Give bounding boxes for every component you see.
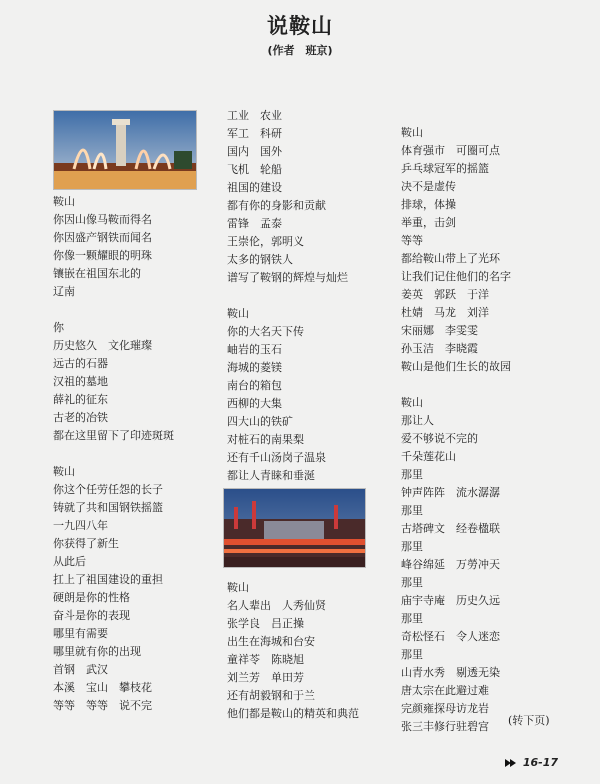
poem-line: 童祥苓 陈晓旭 bbox=[227, 653, 304, 666]
poem-line: 张学良 吕正操 bbox=[227, 617, 304, 630]
poem-line: 他们都是鞍山的精英和典范 bbox=[227, 707, 359, 720]
poem-line: 奋斗是你的表现 bbox=[53, 609, 130, 622]
poem-line: 岫岩的玉石 bbox=[227, 343, 282, 356]
poem-line: 太多的钢铁人 bbox=[227, 253, 293, 266]
poem-line: 让我们记住他们的名字 bbox=[401, 270, 511, 283]
page-number bbox=[505, 756, 558, 769]
poem-line: 宋丽娜 李雯雯 bbox=[401, 324, 478, 337]
poem-column-3 bbox=[401, 124, 511, 736]
poem-line: 古塔碑文 经卷楹联 bbox=[401, 522, 500, 535]
poem-line: 飞机 轮船 bbox=[227, 163, 282, 176]
page-title: 说鞍山 bbox=[267, 14, 333, 38]
steel-plant-photo bbox=[223, 488, 366, 568]
poem-line: 都在这里留下了印迹斑斑 bbox=[53, 429, 174, 442]
page-number-text: 16-17 bbox=[522, 756, 559, 769]
poem-line: 海城的菱镁 bbox=[227, 361, 282, 374]
poem-line: 体育强市 可圈可点 bbox=[401, 144, 500, 157]
poem-line: 从此后 bbox=[53, 555, 86, 568]
poem-line: 出生在海城和台安 bbox=[227, 635, 315, 648]
poem-line: 辽南 bbox=[53, 285, 75, 298]
poem-line: 峰谷绵延 万勞冲天 bbox=[401, 558, 500, 571]
arrow-right-icon bbox=[510, 759, 516, 767]
poem-line: 那里 bbox=[401, 648, 423, 661]
poem-line: 刘兰芳 单田芳 bbox=[227, 671, 304, 684]
poem-line: 鞍山 bbox=[401, 126, 423, 139]
poem-line: 爱不够说不完的 bbox=[401, 432, 478, 445]
poem-line: 工业 农业 bbox=[227, 109, 282, 122]
poem-line: 雷锋 孟泰 bbox=[227, 217, 282, 230]
poem-line: 那让人 bbox=[401, 414, 434, 427]
poem-line: 你的大名天下传 bbox=[227, 325, 304, 338]
poem-column-1 bbox=[53, 193, 174, 715]
poem-line: 汉祖的墓地 bbox=[53, 375, 108, 388]
poem-line: 钟声阵阵 流水潺潺 bbox=[401, 486, 500, 499]
poem-line: 鞍山 bbox=[227, 581, 249, 594]
poem-line: 孙玉洁 李晓霞 bbox=[401, 342, 478, 355]
poem-line: 鞍山 bbox=[227, 307, 249, 320]
poem-line: 远古的石器 bbox=[53, 357, 108, 370]
poem-line: 都有你的身影和贡献 bbox=[227, 199, 326, 212]
stanza-gap bbox=[227, 287, 348, 305]
continued-note: (转下页) bbox=[508, 714, 550, 727]
poem-line: 张三丰修行驻碧宫 bbox=[401, 720, 489, 733]
poem-line: 还有千山汤岗子温泉 bbox=[227, 451, 326, 464]
poem-line: 那里 bbox=[401, 468, 423, 481]
poem-line: 对桩石的南果梨 bbox=[227, 433, 304, 446]
poem-line: 你获得了新生 bbox=[53, 537, 119, 550]
poem-line: 你因山像马鞍而得名 bbox=[53, 213, 152, 226]
poem-line: 首钢 武汉 bbox=[53, 663, 108, 676]
poem-line: 薛礼的征东 bbox=[53, 393, 108, 406]
poem-line: 杜婧 马龙 刘洋 bbox=[401, 306, 489, 319]
fountain-photo bbox=[53, 110, 197, 190]
poem-line: 硬朗是你的性格 bbox=[53, 591, 130, 604]
poem-line: 都让人青睐和垂涎 bbox=[227, 469, 315, 482]
poem-line: 那里 bbox=[401, 576, 423, 589]
poem-column-2-bottom bbox=[227, 579, 359, 723]
poem-line: 等等 bbox=[401, 234, 423, 247]
poem-column-2-top bbox=[227, 107, 348, 485]
poem-line: 奇松怪石 令人迷恋 bbox=[401, 630, 500, 643]
poem-line: 你像一颗耀眼的明珠 bbox=[53, 249, 152, 262]
poem-line: 扛上了祖国建设的重担 bbox=[53, 573, 163, 586]
poem-line: 庙宇寺庵 历史久远 bbox=[401, 594, 500, 607]
poem-line: 那里 bbox=[401, 504, 423, 517]
poem-line: 镶嵌在祖国东北的 bbox=[53, 267, 141, 280]
poem-line: 王崇伦，郭明义 bbox=[227, 235, 304, 248]
poem-line: 你这个任劳任怨的长子 bbox=[53, 483, 163, 496]
poem-line: 那里 bbox=[401, 540, 423, 553]
poem-line: 铸就了共和国钢铁摇篮 bbox=[53, 501, 163, 514]
poem-line: 千朵莲花山 bbox=[401, 450, 456, 463]
poem-line: 乒乓球冠军的摇篮 bbox=[401, 162, 489, 175]
poem-line: 你 bbox=[53, 321, 64, 334]
poem-line: 祖国的建设 bbox=[227, 181, 282, 194]
poem-line: 西柳的大集 bbox=[227, 397, 282, 410]
poem-line: 排球，体操 bbox=[401, 198, 456, 211]
stanza-gap bbox=[53, 445, 174, 463]
poem-line: 本溪 宝山 攀枝花 bbox=[53, 681, 152, 694]
poem-line: 名人辈出 人秀仙贤 bbox=[227, 599, 326, 612]
poem-line: 四大山的铁矿 bbox=[227, 415, 293, 428]
poem-line: 举重，击剑 bbox=[401, 216, 456, 229]
poem-line: 完颜雍探母访龙岩 bbox=[401, 702, 489, 715]
poem-line: 等等 等等 说不完 bbox=[53, 699, 152, 712]
poem-line: 鞍山 bbox=[53, 465, 75, 478]
poem-line: 还有胡毅钢和于兰 bbox=[227, 689, 315, 702]
poem-line: 国内 国外 bbox=[227, 145, 282, 158]
poem-line: 山青水秀 剔透无染 bbox=[401, 666, 500, 679]
poem-line: 决不是虚传 bbox=[401, 180, 456, 193]
poem-line: 哪里就有你的出现 bbox=[53, 645, 141, 658]
poem-line: 鞍山 bbox=[401, 396, 423, 409]
poem-line: 你因盛产钢铁而闻名 bbox=[53, 231, 152, 244]
stanza-gap bbox=[401, 376, 511, 394]
poem-line: 谱写了鞍钢的辉煌与灿烂 bbox=[227, 271, 348, 284]
poem-line: 古老的冶铁 bbox=[53, 411, 108, 424]
poem-line: 唐太宗在此避过难 bbox=[401, 684, 489, 697]
poem-line: 那里 bbox=[401, 612, 423, 625]
stanza-gap bbox=[53, 301, 174, 319]
poem-line: 南台的箱包 bbox=[227, 379, 282, 392]
author-line: (作者 班京) bbox=[267, 44, 333, 57]
poem-line: 都给鞍山带上了光环 bbox=[401, 252, 500, 265]
poem-line: 姜英 郭跃 于洋 bbox=[401, 288, 489, 301]
poem-line: 历史悠久 文化璀璨 bbox=[53, 339, 152, 352]
poem-line: 鞍山是他们生长的故园 bbox=[401, 360, 511, 373]
poem-line: 一九四八年 bbox=[53, 519, 108, 532]
poem-line: 军工 科研 bbox=[227, 127, 282, 140]
poem-line: 哪里有需要 bbox=[53, 627, 108, 640]
poem-line: 鞍山 bbox=[53, 195, 75, 208]
